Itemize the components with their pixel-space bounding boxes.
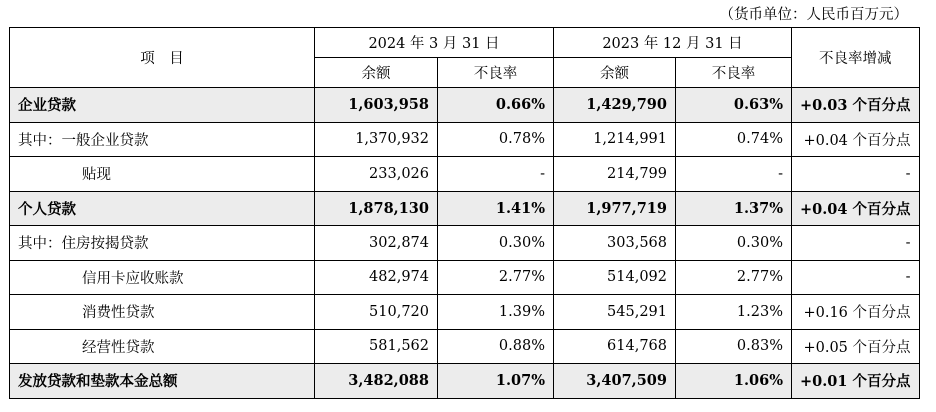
npl-2023: 2.77% <box>676 260 792 295</box>
table-row <box>10 329 920 364</box>
row-label: 其中：住房按揭贷款 <box>10 226 315 261</box>
loan-quality-table <box>9 27 920 399</box>
balance-2023: 303,568 <box>554 226 676 261</box>
npl-change: +0.05 个百分点 <box>792 329 920 364</box>
header-period-1: 2024 年 3 月 31 日 <box>315 28 554 58</box>
row-label: 信用卡应收账款 <box>10 260 315 295</box>
balance-2024: 482,974 <box>315 260 438 295</box>
npl-2023: 1.23% <box>676 295 792 330</box>
balance-2024: 3,482,088 <box>315 364 438 399</box>
npl-change: +0.16 个百分点 <box>792 295 920 330</box>
balance-2024: 510,720 <box>315 295 438 330</box>
table-row <box>10 191 920 226</box>
balance-2023: 214,799 <box>554 157 676 192</box>
npl-2024: - <box>438 157 554 192</box>
npl-2024: 0.78% <box>438 122 554 157</box>
balance-2023: 514,092 <box>554 260 676 295</box>
npl-2024: 1.39% <box>438 295 554 330</box>
npl-2024: 1.07% <box>438 364 554 399</box>
table-row <box>10 364 920 399</box>
npl-change: +0.01 个百分点 <box>792 364 920 399</box>
npl-change: +0.04 个百分点 <box>792 191 920 226</box>
npl-change: - <box>792 157 920 192</box>
npl-2023: 0.30% <box>676 226 792 261</box>
balance-2023: 614,768 <box>554 329 676 364</box>
balance-2024: 1,370,932 <box>315 122 438 157</box>
balance-2023: 1,214,991 <box>554 122 676 157</box>
npl-2024: 1.41% <box>438 191 554 226</box>
balance-2024: 233,026 <box>315 157 438 192</box>
currency-unit-note: （货币单位：人民币百万元） <box>719 7 908 23</box>
header-balance-2: 余额 <box>554 58 676 88</box>
header-change: 不良率增减 <box>792 28 920 88</box>
balance-2024: 302,874 <box>315 226 438 261</box>
balance-2023: 1,429,790 <box>554 88 676 123</box>
balance-2023: 545,291 <box>554 295 676 330</box>
npl-2023: 1.06% <box>676 364 792 399</box>
table-row <box>10 226 920 261</box>
table-row <box>10 122 920 157</box>
balance-2024: 581,562 <box>315 329 438 364</box>
npl-2023: 0.63% <box>676 88 792 123</box>
header-row-1 <box>10 28 920 58</box>
balance-2023: 1,977,719 <box>554 191 676 226</box>
table-row <box>10 295 920 330</box>
npl-2024: 0.88% <box>438 329 554 364</box>
npl-change: +0.03 个百分点 <box>792 88 920 123</box>
row-label: 消费性贷款 <box>10 295 315 330</box>
balance-2024: 1,878,130 <box>315 191 438 226</box>
table-row <box>10 88 920 123</box>
npl-2024: 2.77% <box>438 260 554 295</box>
table-row <box>10 260 920 295</box>
npl-2024: 0.30% <box>438 226 554 261</box>
npl-2024: 0.66% <box>438 88 554 123</box>
row-label: 发放贷款和垫款本金总额 <box>10 364 315 399</box>
header-period-2: 2023 年 12 月 31 日 <box>554 28 792 58</box>
npl-2023: - <box>676 157 792 192</box>
row-label: 个人贷款 <box>10 191 315 226</box>
npl-change: - <box>792 260 920 295</box>
row-label: 其中：一般企业贷款 <box>10 122 315 157</box>
row-label: 企业贷款 <box>10 88 315 123</box>
npl-2023: 0.83% <box>676 329 792 364</box>
table-row <box>10 157 920 192</box>
npl-change: +0.04 个百分点 <box>792 122 920 157</box>
npl-2023: 0.74% <box>676 122 792 157</box>
row-label: 经营性贷款 <box>10 329 315 364</box>
npl-2023: 1.37% <box>676 191 792 226</box>
header-item: 项 目 <box>10 28 315 88</box>
balance-2024: 1,603,958 <box>315 88 438 123</box>
npl-change: - <box>792 226 920 261</box>
header-balance-1: 余额 <box>315 58 438 88</box>
balance-2023: 3,407,509 <box>554 364 676 399</box>
row-label: 贴现 <box>10 157 315 192</box>
header-npl-2: 不良率 <box>676 58 792 88</box>
header-npl-1: 不良率 <box>438 58 554 88</box>
